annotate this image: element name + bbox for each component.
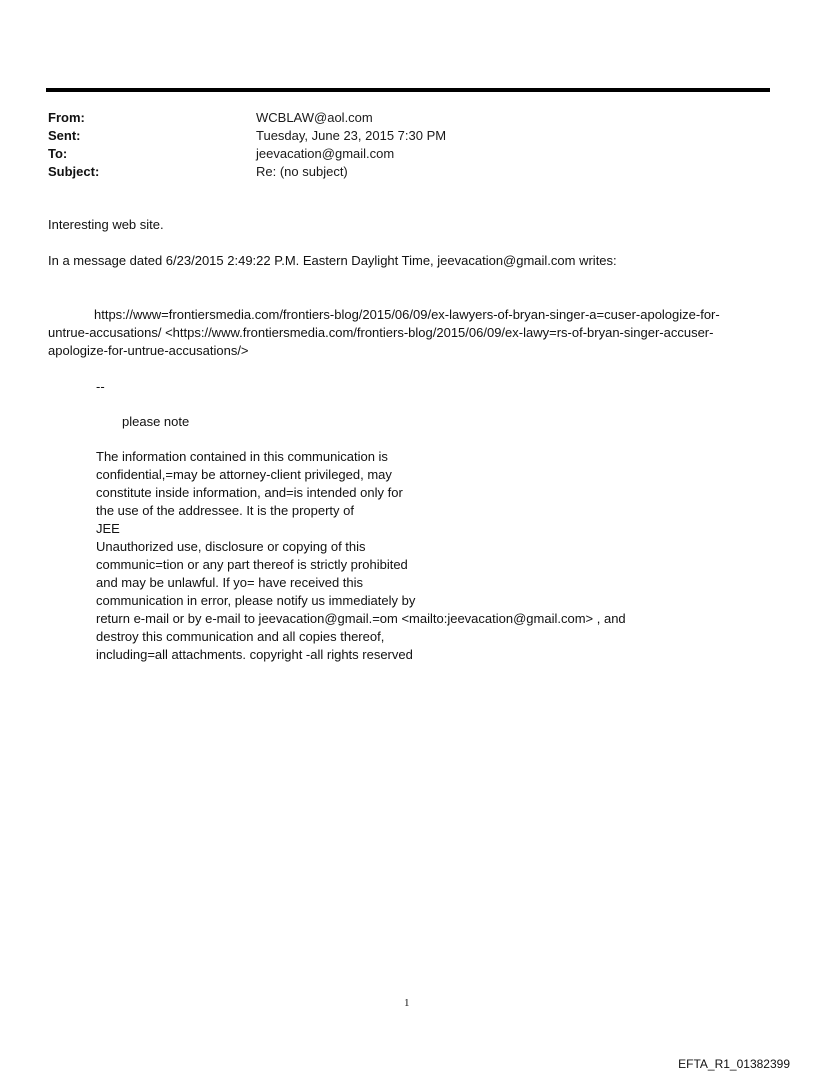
disclaimer-line: the use of the addressee. It is the property of	[96, 503, 354, 518]
disclaimer-line: The information contained in this communication is	[96, 449, 388, 464]
body-line-1: Interesting web site.	[48, 217, 164, 232]
please-note: please note	[122, 414, 190, 429]
disclaimer-line: and may be unlawful. If yo= have received this	[96, 575, 364, 590]
disclaimer-line: confidential,=may be attorney-client privileged, may	[96, 467, 392, 482]
to-row	[48, 145, 446, 163]
sent-row	[48, 127, 446, 145]
sent-value: Tuesday, June 23, 2015 7:30 PM	[256, 128, 447, 143]
email-header	[48, 109, 446, 181]
header-rule	[46, 88, 770, 92]
disclaimer-line: communication in error, please notify us immediately by	[96, 593, 416, 608]
disclaimer-line: Unauthorized use, disclosure or copying of this	[96, 539, 366, 554]
to-label: To:	[48, 146, 68, 161]
subject-row	[48, 163, 446, 181]
quoted-intro: In a message dated 6/23/2015 2:49:22 P.M. Eastern Daylight Time, jeevacation@gmail.com writes:	[48, 253, 617, 268]
disclaimer-line: destroy this communication and all copies thereof,	[96, 629, 385, 644]
quoted-url-block	[48, 306, 778, 360]
subject-value: Re: (no subject)	[256, 164, 348, 179]
disclaimer	[96, 448, 626, 664]
disclaimer-line: including=all attachments. copyright -all rights reserved	[96, 647, 413, 662]
disclaimer-line: return e-mail or by e-mail to jeevacation@gmail.=om <mailto:jeevacation@gmail.com> , and	[96, 611, 626, 626]
from-row	[48, 109, 446, 127]
from-label: From:	[48, 110, 85, 125]
subject-label: Subject:	[48, 164, 100, 179]
sent-label: Sent:	[48, 128, 81, 143]
document-id: EFTA_R1_01382399	[678, 1057, 790, 1071]
disclaimer-line: constitute inside information, and=is intended only for	[96, 485, 403, 500]
from-value: WCBLAW@aol.com	[256, 110, 373, 125]
to-value: jeevacation@gmail.com	[256, 146, 395, 161]
page-number: 1	[404, 997, 410, 1009]
url-line-1: https://www=frontiersmedia.com/frontiers-blog/2015/06/09/ex-lawyers-of-bryan-singer-a=cuser-apologize-for-	[94, 307, 720, 322]
disclaimer-line: communic=tion or any part thereof is strictly prohibited	[96, 557, 408, 572]
disclaimer-line: JEE	[96, 521, 120, 536]
url-line-2: untrue-accusations/ <https://www.frontiersmedia.com/frontiers-blog/2015/06/09/ex-lawy=rs-of-bryan-singer-accuser-	[48, 325, 714, 340]
url-line-3: apologize-for-untrue-accusations/>	[48, 343, 249, 358]
signature-separator: --	[96, 379, 105, 394]
